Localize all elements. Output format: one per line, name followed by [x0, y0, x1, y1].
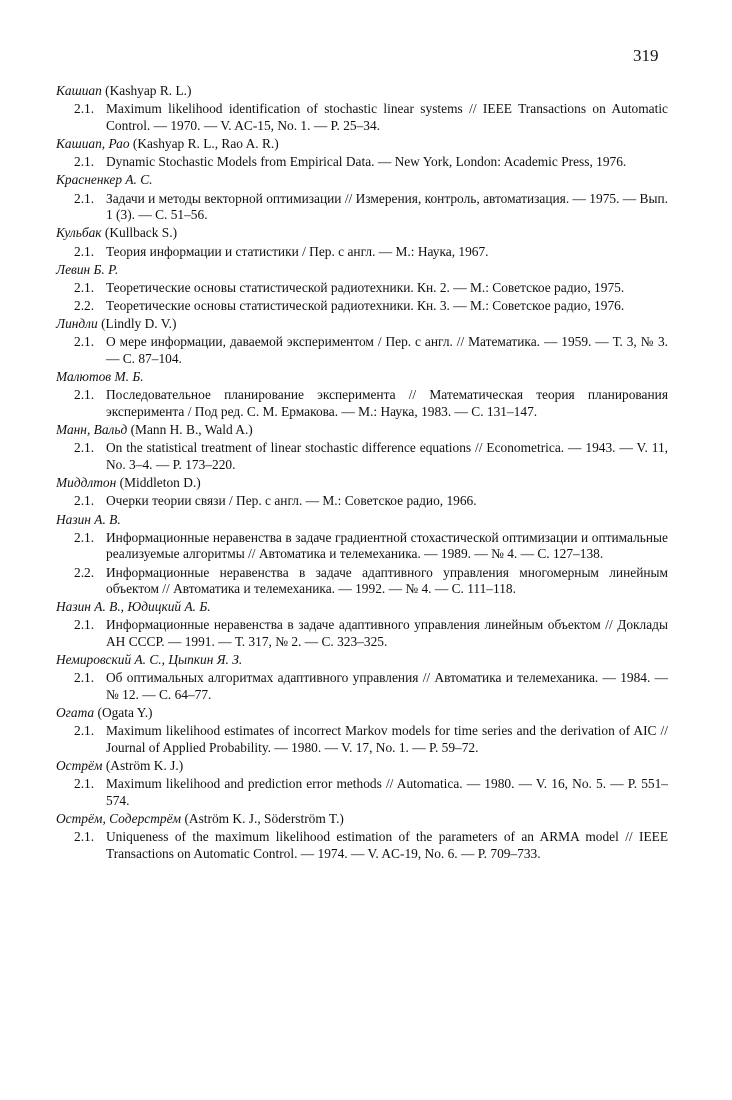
author-name-russian: Манн, Вальд: [56, 422, 128, 438]
reference-entry: [56, 530, 668, 563]
author-block: [56, 512, 668, 598]
reference-text: О мере информации, даваемой экспериментом / Пер. с англ. // Математика. — 1959. — Т. 3, № 3. — С. 87–104.: [106, 334, 668, 367]
author-heading: [56, 369, 668, 386]
reference-text: Dynamic Stochastic Models from Empirical Data. — New York, London: Academic Press, 1976.: [106, 154, 627, 170]
author-block: [56, 811, 668, 862]
author-name-russian: Острём, Содерстрём: [56, 811, 182, 827]
reference-text: Maximum likelihood identification of stochastic linear systems // IEEE Transactions on Automatic Control. — 1970. — V. AC-15, No. 1. — P. 25–34.: [106, 101, 668, 133]
reference-list: [56, 83, 668, 864]
reference-text: Информационные неравенства в задаче адаптивного управления многомерным линейным объектом // Автоматика и телемеханика. — 1992. — № 4. — С. 111–118.: [106, 564, 668, 597]
reference-entry: [56, 493, 668, 510]
reference-entry: [56, 829, 668, 862]
reference-number: 2.2.: [74, 564, 95, 580]
author-name-russian: Назин А. В.: [56, 511, 121, 527]
reference-entry: [56, 723, 668, 756]
author-name-russian: Линдли: [56, 316, 98, 332]
author-block: [56, 705, 668, 756]
author-block: [56, 599, 668, 650]
reference-text: Информационные неравенства в задаче градиентной стохастической оптимизации и оптимальные реализуемые алгоритмы // Автоматика и телемеханика. — 1989. — № 4. — С. 127–138.: [106, 529, 668, 562]
author-heading: [56, 172, 668, 189]
author-heading: [56, 225, 668, 242]
author-heading: [56, 811, 668, 828]
reference-number: 2.1.: [74, 440, 95, 456]
reference-number: 2.1.: [74, 617, 95, 633]
author-heading: [56, 705, 668, 722]
reference-number: 2.1.: [74, 776, 95, 792]
author-name-russian: Левин Б. Р.: [56, 261, 119, 277]
reference-entry: [56, 244, 668, 261]
reference-number: 2.1.: [74, 101, 95, 117]
reference-entry: [56, 387, 668, 420]
author-name-russian: Кашиап: [56, 83, 102, 98]
reference-number: 2.1.: [74, 529, 95, 545]
author-name-latin: (Lindly D. V.): [101, 316, 177, 332]
reference-text: Очерки теории связи / Пер. с англ. — М.: Советское радио, 1966.: [106, 493, 477, 509]
reference-entry: [56, 191, 668, 224]
author-name-russian: Огата: [56, 705, 95, 721]
reference-entry: [56, 101, 668, 134]
author-name-latin: (Ogata Y.): [97, 705, 153, 721]
reference-number: 2.1.: [74, 387, 95, 403]
reference-text: On the statistical treatment of linear stochastic difference equations // Econometrica. — 1943. — V. 11, No. 3–4. — P. 173–220.: [106, 440, 668, 472]
reference-number: 2.1.: [74, 279, 95, 295]
reference-number: 2.2.: [74, 298, 95, 314]
author-name-latin: (Kashyap R. L.): [105, 83, 192, 98]
author-name-latin: (Aström K. J.): [105, 758, 184, 774]
author-name-russian: Кашиап, Рао: [56, 135, 130, 151]
author-block: [56, 262, 668, 315]
author-heading: [56, 652, 668, 669]
author-name-russian: Миддлтон: [56, 475, 117, 491]
author-name-latin: (Kullback S.): [104, 225, 178, 241]
author-block: [56, 316, 668, 367]
reference-text: Maximum likelihood estimates of incorrect Markov models for time series and the derivation of AIC // Journal of Applied Probability. — 1980. — V. 17, No. 1. — P. 59–72.: [106, 723, 668, 755]
author-name-latin: (Kashyap R. L., Rao A. R.): [132, 135, 279, 151]
reference-number: 2.1.: [74, 493, 95, 509]
reference-entry: [56, 334, 668, 367]
author-heading: [56, 316, 668, 333]
reference-text: Теоретические основы статистической радиотехники. Кн. 3. — М.: Советское радио, 1976.: [106, 298, 625, 314]
author-name-latin: (Mann H. B., Wald A.): [130, 422, 253, 438]
author-block: [56, 225, 668, 260]
reference-entry: [56, 776, 668, 809]
reference-entry: [56, 565, 668, 598]
author-heading: [56, 262, 668, 279]
reference-text: Задачи и методы векторной оптимизации // Измерения, контроль, автоматизация. — 1975. — Вып. 1 (3). — С. 51–56.: [106, 190, 668, 223]
author-name-latin: (Aström K. J., Söderström T.): [184, 811, 344, 827]
author-block: [56, 422, 668, 473]
reference-entry: [56, 617, 668, 650]
author-name-russian: Кульбак: [56, 225, 102, 241]
author-block: [56, 136, 668, 171]
page-number: 319: [633, 46, 659, 65]
author-name-russian: Немировский А. С., Цыпкин Я. З.: [56, 652, 243, 668]
reference-entry: [56, 280, 668, 297]
author-heading: [56, 422, 668, 439]
reference-number: 2.1.: [74, 723, 95, 739]
reference-text: Uniqueness of the maximum likelihood estimation of the parameters of an ARMA model // IEEE Transactions on Automatic Control. — 1974. — V. AC-19, No. 6. — P. 709–733.: [106, 829, 668, 861]
author-heading: [56, 599, 668, 616]
author-heading: [56, 512, 668, 529]
reference-number: 2.1.: [74, 670, 95, 686]
reference-entry: [56, 154, 668, 171]
author-block: [56, 172, 668, 223]
author-block: [56, 83, 668, 134]
reference-number: 2.1.: [74, 829, 95, 845]
reference-text: Последовательное планирование эксперимента // Математическая теория планирования эксперимента / Под ред. С. М. Ермакова. — М.: Наука, 1983. — С. 131–147.: [106, 387, 668, 419]
reference-entry: [56, 670, 668, 703]
author-name-russian: Назин А. В., Юдицкий А. Б.: [56, 599, 211, 615]
author-heading: [56, 758, 668, 775]
reference-text: Maximum likelihood and prediction error methods // Automatica. — 1980. — V. 16, No. 5. — P. 551–574.: [106, 776, 668, 808]
reference-entry: [56, 298, 668, 315]
author-block: [56, 652, 668, 703]
author-block: [56, 369, 668, 420]
reference-text: Об оптимальных алгоритмах адаптивного управления // Автоматика и телемеханика. — 1984. — № 12. — С. 64–77.: [106, 670, 668, 703]
reference-number: 2.1.: [74, 190, 95, 206]
author-heading: [56, 136, 668, 153]
author-name-russian: Малютов М. Б.: [56, 369, 144, 385]
author-name-russian: Красненкер А. С.: [56, 172, 153, 188]
author-block: [56, 758, 668, 809]
reference-number: 2.1.: [74, 334, 95, 350]
reference-text: Теоретические основы статистической радиотехники. Кн. 2. — М.: Советское радио, 1975.: [106, 279, 625, 295]
author-block: [56, 475, 668, 510]
author-name-latin: (Middleton D.): [119, 475, 201, 491]
reference-text: Информационные неравенства в задаче адаптивного управления линейным объектом // Доклады АН СССР. — 1991. — Т. 317, № 2. — С. 323–325.: [106, 617, 668, 650]
reference-text: Теория информации и статистики / Пер. с англ. — М.: Наука, 1967.: [106, 243, 489, 259]
reference-entry: [56, 440, 668, 473]
author-heading: [56, 83, 668, 100]
author-heading: [56, 475, 668, 492]
reference-number: 2.1.: [74, 243, 95, 259]
reference-number: 2.1.: [74, 154, 95, 170]
author-name-russian: Острём: [56, 758, 103, 774]
